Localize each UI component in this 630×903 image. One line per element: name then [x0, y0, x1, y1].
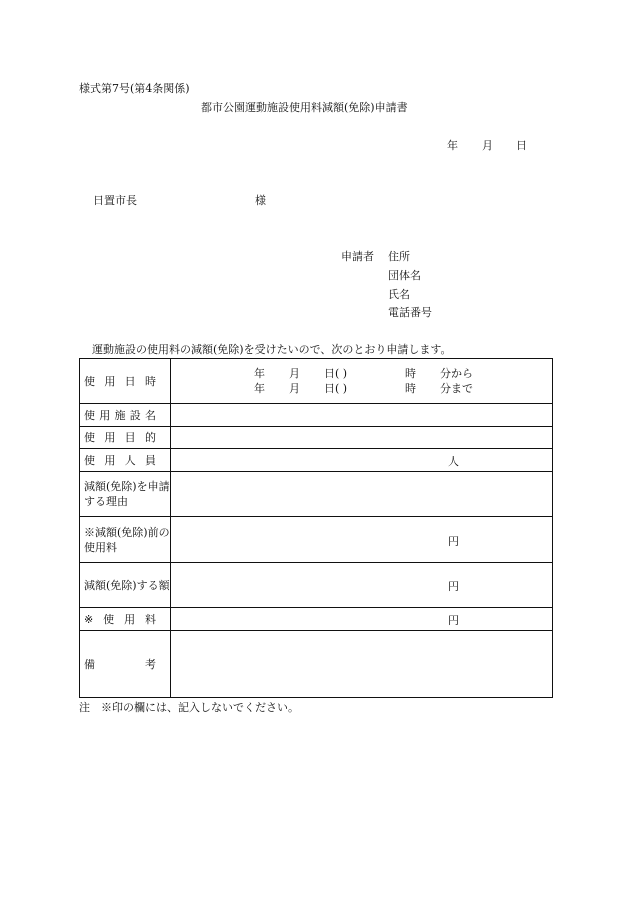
people-unit: 人 [448, 455, 459, 468]
applicant-organization-label: 団体名 [388, 269, 421, 282]
label-char: 時 [144, 374, 156, 388]
field-reduction[interactable] [171, 563, 553, 608]
label-char: 的 [144, 431, 156, 444]
to-minute: 分まで [440, 382, 473, 395]
field-remarks[interactable] [171, 631, 553, 698]
label-purpose [80, 427, 171, 449]
row-people [80, 449, 553, 472]
field-fee [171, 608, 553, 631]
applicant-name-label: 氏名 [388, 288, 410, 301]
label-people [80, 449, 171, 472]
row-reason [80, 472, 553, 517]
label-usage-datetime [80, 359, 171, 404]
footnote: 注 ※印の欄には、記入しないでください。 [79, 701, 299, 714]
label-char: 使 [84, 374, 95, 388]
label-char: 使 [84, 408, 95, 422]
from-year: 年 [254, 367, 265, 380]
row-facility [80, 404, 553, 427]
row-reduction [80, 563, 553, 608]
row-remarks [80, 631, 553, 698]
to-hour: 時 [405, 382, 416, 395]
to-month: 月 [289, 382, 300, 395]
row-fee [80, 608, 553, 631]
label-char: 備 [84, 657, 95, 671]
from-day: 日( ) [324, 367, 348, 380]
field-people[interactable] [171, 449, 553, 472]
label-char: 用 [124, 612, 136, 626]
label-char: 用 [104, 453, 116, 467]
label-char: 使 [103, 612, 115, 626]
label-facility [80, 404, 171, 427]
applicant-address-label: 住所 [388, 250, 410, 263]
label-remarks [80, 631, 171, 698]
label-char: 考 [145, 657, 156, 671]
row-usage-datetime [80, 359, 553, 404]
row-purpose [80, 427, 553, 449]
label-char: 員 [144, 453, 156, 467]
datetime-to [171, 381, 552, 396]
field-facility[interactable] [171, 404, 553, 427]
label-char: 使 [84, 453, 95, 467]
fee-unit: 円 [448, 614, 459, 627]
label-fee [80, 608, 171, 631]
label-char: 用 [104, 374, 116, 388]
datetime-from [171, 366, 552, 381]
date-month: 月 [482, 139, 493, 152]
pre-fee-unit: 円 [448, 534, 459, 548]
row-pre-fee [80, 517, 553, 563]
label-char: 使 [84, 431, 95, 444]
from-hour: 時 [405, 367, 416, 380]
addressee-honorific: 様 [255, 194, 266, 207]
from-minute: 分から [440, 367, 473, 380]
label-char: 目 [124, 431, 136, 444]
label-char: 施 [114, 408, 126, 422]
date-year: 年 [447, 139, 458, 152]
label-char: ※ [84, 612, 94, 626]
applicant-phone-label: 電話番号 [388, 306, 432, 319]
document-title: 都市公園運動施設使用料減額(免除)申請書 [201, 101, 408, 114]
to-year: 年 [254, 382, 265, 395]
label-char: 日 [124, 374, 136, 388]
application-table [79, 358, 553, 698]
label-char: 用 [99, 408, 111, 422]
label-char: 用 [104, 431, 116, 444]
date-day: 日 [516, 139, 527, 152]
field-pre-fee [171, 517, 553, 563]
label-char: 設 [129, 408, 141, 422]
label-char: 名 [145, 408, 156, 422]
to-day: 日( ) [324, 382, 348, 395]
reduction-unit: 円 [448, 580, 459, 593]
field-purpose[interactable] [171, 427, 553, 449]
field-usage-datetime[interactable] [171, 359, 553, 404]
from-month: 月 [289, 367, 300, 380]
label-reason: 減額(免除)を申請する理由 [80, 472, 171, 517]
label-char: 料 [144, 612, 156, 626]
addressee-name: 日置市長 [93, 194, 137, 207]
form-number: 様式第7号(第4条関係) [79, 82, 190, 95]
label-reduction: 減額(免除)する額 [80, 563, 171, 608]
label-pre-fee: ※減額(免除)前の使用料 [80, 517, 171, 563]
intro-text: 運動施設の使用料の減額(免除)を受けたいので、次のとおり申請します。 [92, 343, 452, 356]
field-reason[interactable] [171, 472, 553, 517]
label-char: 人 [124, 453, 136, 467]
applicant-heading: 申請者 [341, 250, 374, 263]
